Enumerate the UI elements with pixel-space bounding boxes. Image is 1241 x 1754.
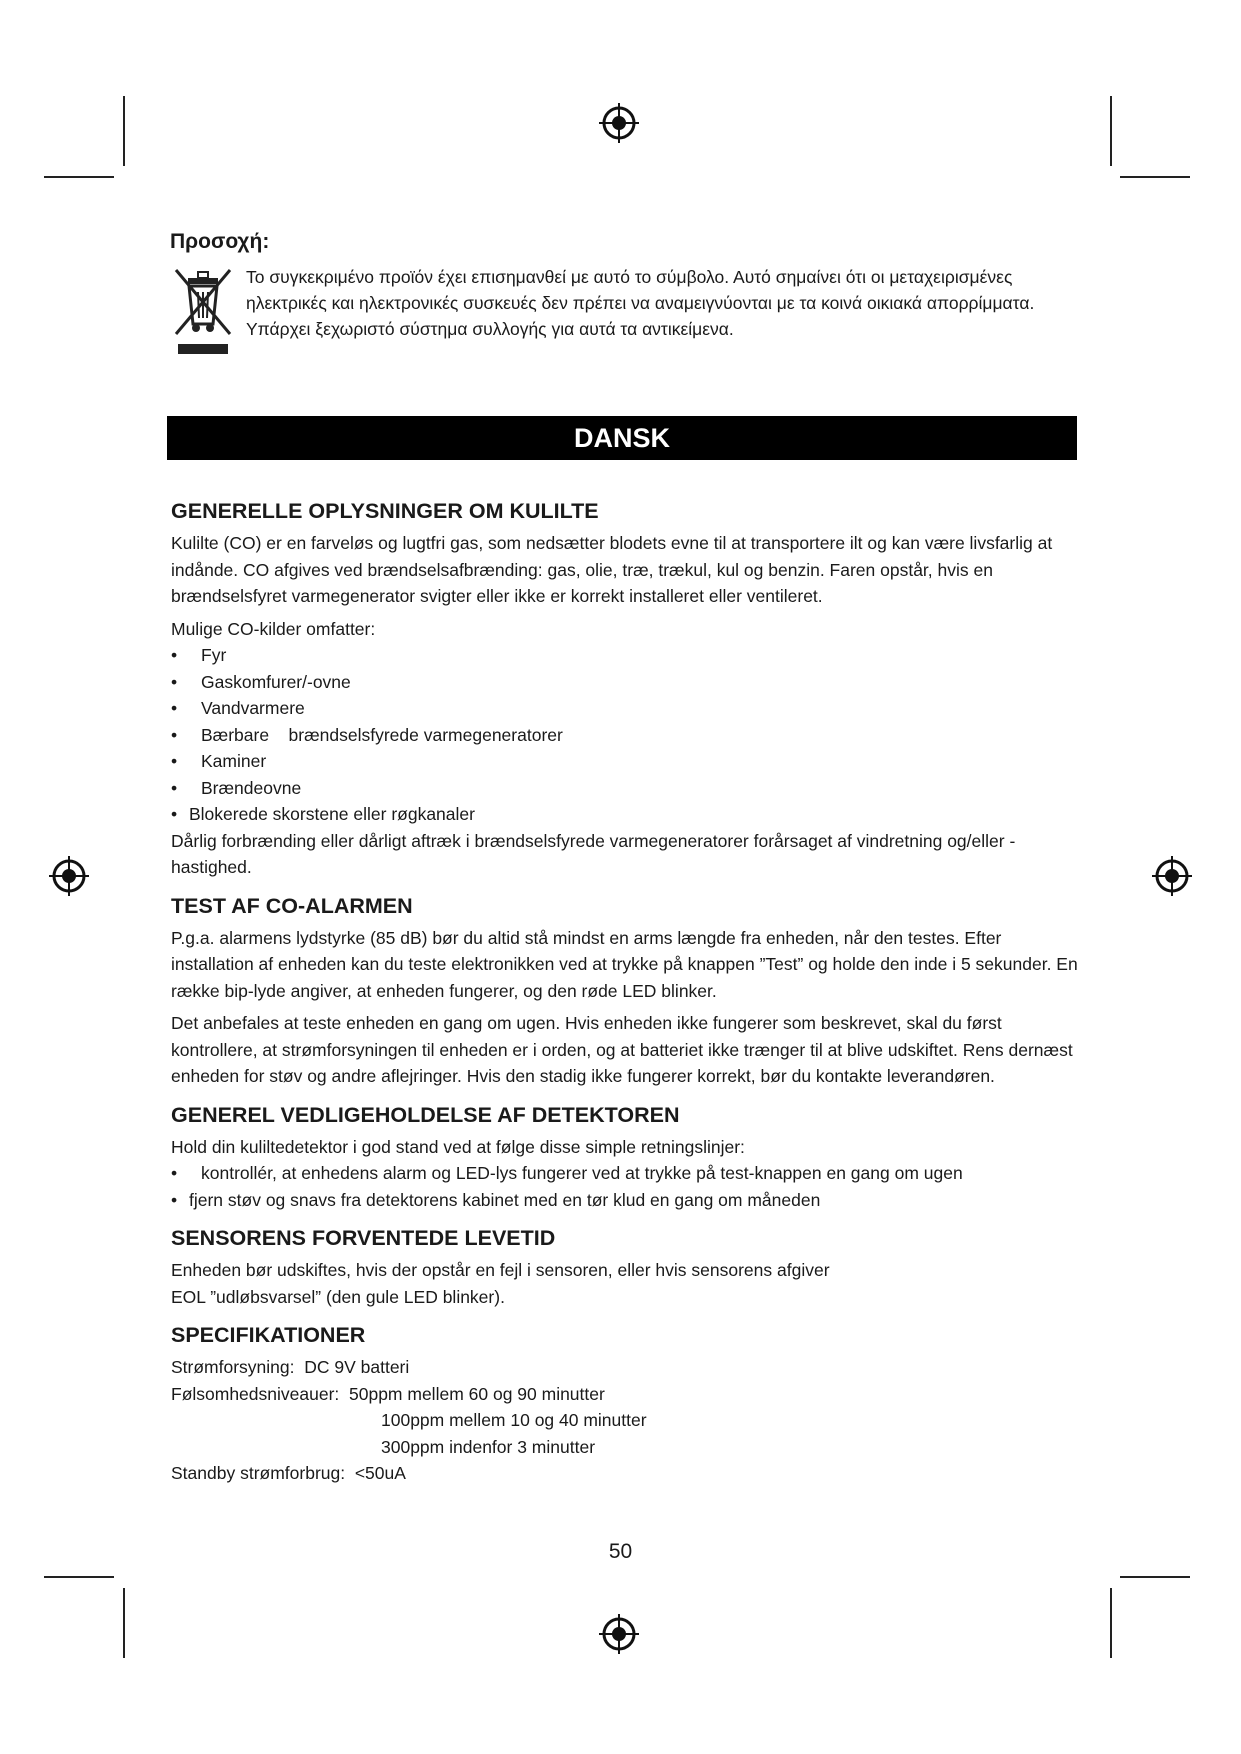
paragraph: Det anbefales at teste enheden en gang om ugen. Hvis enheden ikke fungerer som beskrevet, skal du først kontrollere, at strømforsyningen til enheden er i orden, og at batteriet ikke trænger til at blive udskiftet. Rens dernæst enheden for støv og andre aflejringer. Hvis den stadig ikke fungerer korrekt, bør du kontakte leverandøren. [171,1013,1073,1086]
registration-mark-icon [597,101,641,145]
spec-table [171,1354,1081,1487]
crop-mark [1110,1588,1112,1658]
caution-title: Προσοχή: [170,230,270,253]
caution-text: Το συγκεκριμένο προϊόν έχει επισημανθεί με αυτό το σύμβολο. Αυτό σημαίνει ότι οι μεταχειρισμένες ηλεκτρικές και ηλεκτρονικές συσκευές δεν πρέπει να αναμειγνύονται με τα κοινά οικιακά απορρίμματα. Υπάρχει ξεχωριστό σύστημα συλλογής για αυτά τα αντικείμενα. [246,267,1035,339]
lifetime-line: Enheden bør udskiftes, hvis der opstår en fejl i sensoren, eller hvis sensorens afgiver [171,1260,830,1280]
crop-mark [123,96,125,166]
co-sources-list [171,642,1081,828]
spec-row-sensitivity [171,1407,1081,1434]
section-heading-lifetime: SENSORENS FORVENTEDE LEVETID [171,1226,556,1250]
spec-row-sensitivity [171,1381,1081,1408]
maintenance-list [171,1160,1081,1213]
section-heading-test: TEST AF CO-ALARMEN [171,893,413,918]
crop-mark [123,1588,125,1658]
list-item: • kontrollér, at enhedens alarm og LED-lys fungerer ved at trykke på test-knappen en gang om ugen [171,1163,963,1183]
spec-label: Standby strømforbrug: [171,1463,355,1483]
list-item: • Fyr [171,645,227,665]
spec-value: 100ppm mellem 10 og 40 minutter [381,1410,647,1430]
spec-row-sensitivity [171,1434,1081,1461]
list-item: • Brændeovne [171,777,302,798]
section-heading-general: GENERELLE OPLYSNINGER OM KULILTE [171,499,599,523]
main-content [171,498,1081,1487]
caution-block [170,230,1080,360]
paragraph: Hold din kuliltedetektor i god stand ved at følge disse simple retningslinjer: [171,1136,745,1157]
crop-mark [1120,176,1190,178]
section-heading-maintenance: GENEREL VEDLIGEHOLDELSE AF DETEKTOREN [171,1102,680,1127]
registration-mark-icon [1150,854,1194,898]
crop-mark [1110,96,1112,166]
paragraph: Kulilte (CO) er en farveløs og lugtfri gas, som nedsætter blodets evne til at transportere ilt og kan være livsfarlig at indånde. CO afgives ved brændselsafbrænding: gas, olie, træ, trækul, kul og benzin. Faren opstår, hvis en brændselsfyret varmegenerator svigter eller ikke er korrekt installeret eller ventileret. [171,533,1053,606]
list-item: • Blokerede skorstene eller røgkanaler [171,804,475,824]
page-number: 50 [608,1540,633,1563]
spec-row-standby [171,1460,1081,1487]
list-item: • fjern støv og snavs fra detektorens kabinet med en tør klud en gang om måneden [171,1189,821,1210]
lifetime-line: EOL ”udløbsvarsel” (den gule LED blinker). [171,1286,505,1307]
crop-mark [44,176,114,178]
list-item: • Gaskomfurer/-ovne [171,671,351,692]
section-heading-specs: SPECIFIKATIONER [171,1323,366,1347]
crop-mark [1120,1576,1190,1578]
spec-value: 50ppm mellem 60 og 90 minutter [349,1383,605,1404]
registration-mark-icon [597,1612,641,1656]
paragraph [171,1257,1081,1310]
weee-crossed-bin-icon [170,264,236,360]
paragraph: Mulige CO-kilder omfatter: [171,618,376,639]
spec-value: 300ppm indenfor 3 minutter [381,1436,596,1457]
language-banner: DANSK [167,416,1077,460]
spec-value: DC 9V batteri [304,1357,410,1377]
spec-label: Strømforsyning: [171,1357,305,1377]
registration-mark-icon [47,854,91,898]
spec-label: Følsomhedsniveauer: [171,1383,349,1404]
list-item: • Vandvarmere [171,698,305,718]
paragraph: Dårlig forbrænding eller dårligt aftræk i brændselsfyrede varmegeneratorer forårsaget af vindretning og/eller -hastighed. [171,830,1016,877]
spec-row-power [171,1354,1081,1381]
crop-mark [44,1576,114,1578]
paragraph: P.g.a. alarmens lydstyrke (85 dB) bør du altid stå mindst en arms længde fra enheden, når den testes. Efter installation af enheden kan du teste elektronikken ved at trykke på knappen ”Test” og holde den inde i 5 sekunder. En række bip-lyde angiver, at enheden fungerer, og den røde LED blinker. [171,927,1078,1001]
spec-value: <50uA [354,1463,406,1483]
list-item: • Kaminer [171,751,267,771]
list-item: • Bærbare brændselsfyrede varmegeneratorer [171,724,563,745]
